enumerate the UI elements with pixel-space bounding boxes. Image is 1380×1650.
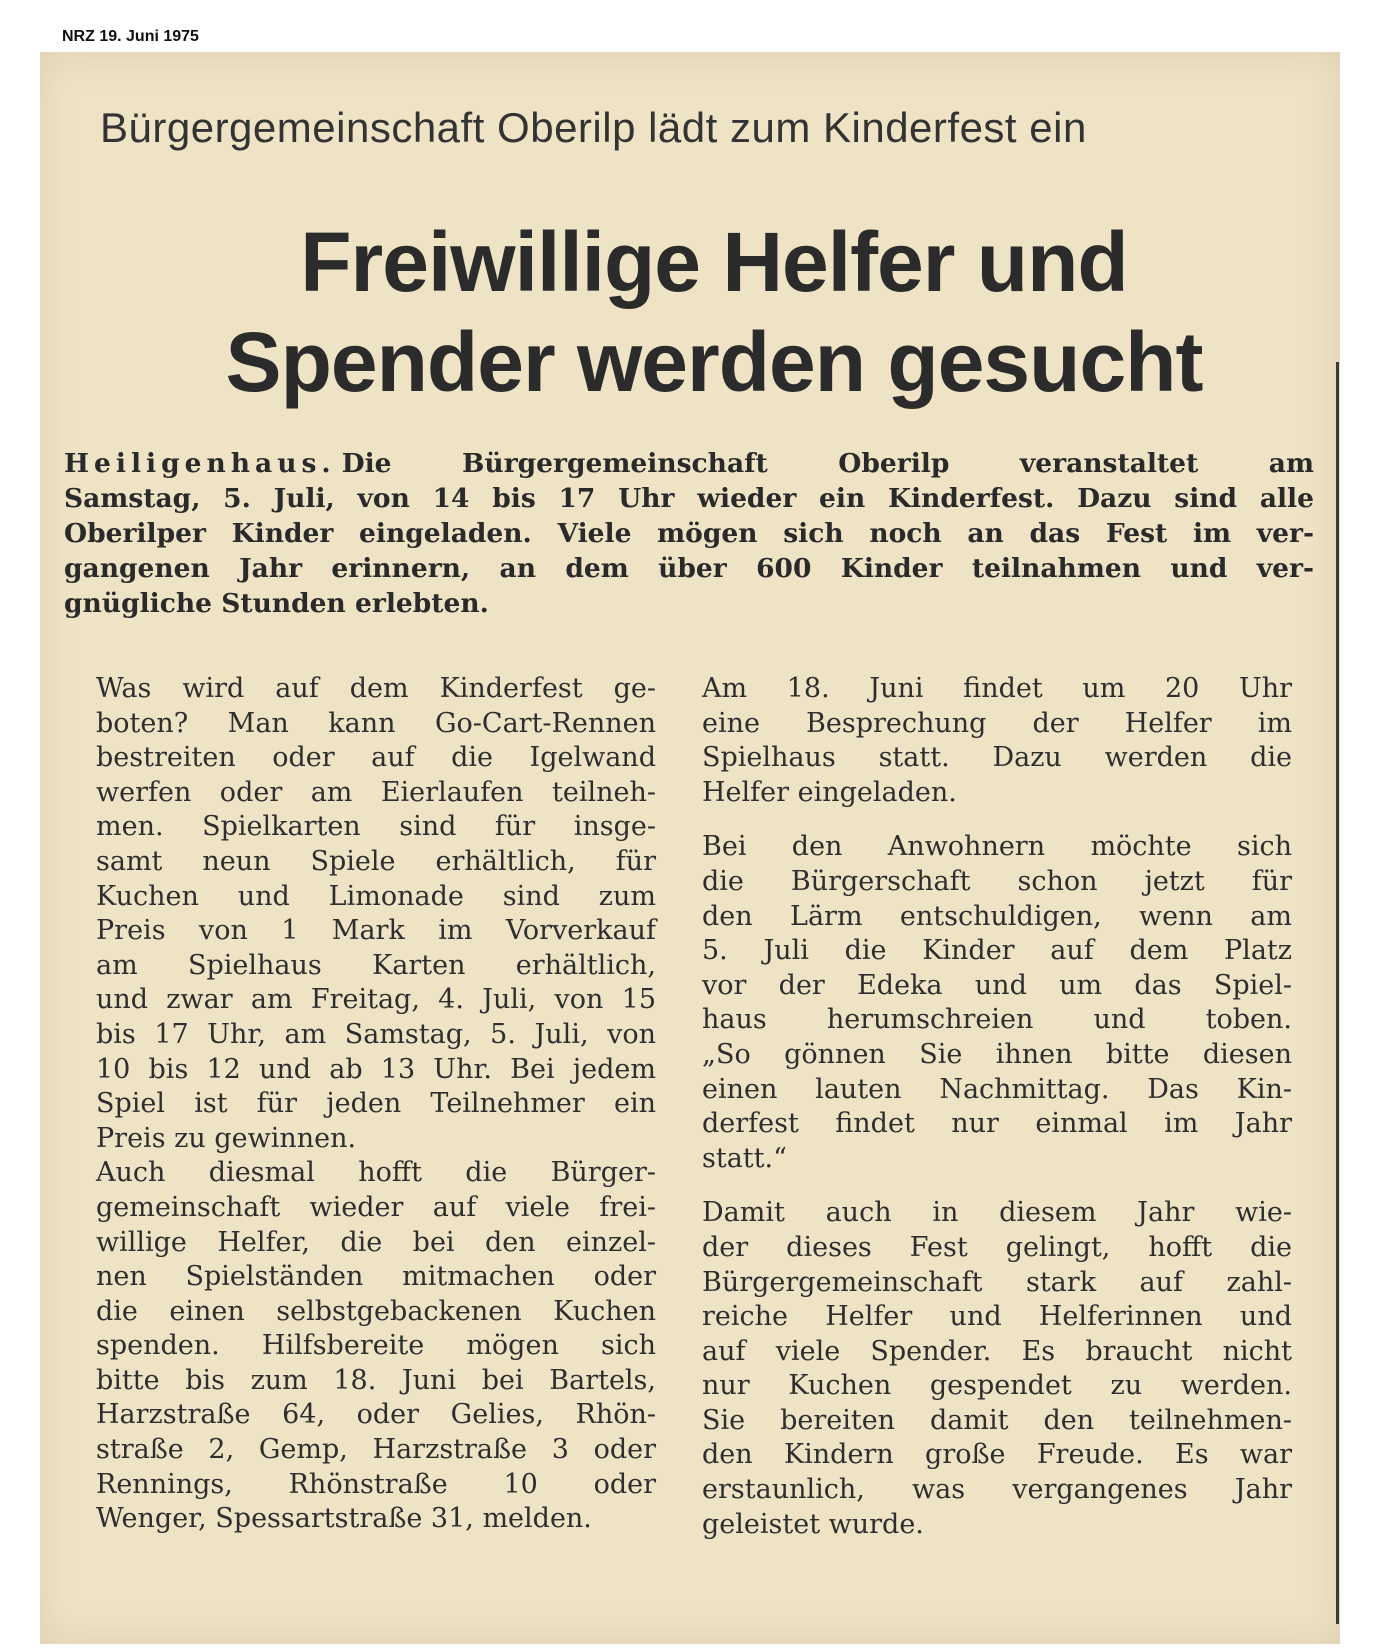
lead-line: Samstag, 5. Juli, von 14 bis 17 Uhr wieder ein Kinderfest. Dazu sind alle <box>64 483 1314 514</box>
body-text-line: Damit auch in diesem Jahr wie- <box>702 1197 1292 1229</box>
paragraph-gap <box>702 1176 1292 1196</box>
body-text-line: bitte bis zum 18. Juni bei Bartels, <box>96 1364 656 1396</box>
body-text-line: der dieses Fest gelingt, hofft die <box>702 1231 1292 1263</box>
body-text-line: spenden. Hilfsbereite mögen sich <box>96 1330 656 1362</box>
lead-line: Oberilper Kinder eingeladen. Viele mögen sich noch an das Fest im ver- <box>64 518 1314 549</box>
headline-line-2: Spender werden gesucht <box>225 315 1203 409</box>
body-text-line: statt.“ <box>702 1142 787 1174</box>
body-text-line: haus herumschreien und toben. <box>702 1004 1292 1036</box>
body-text-line: Auch diesmal hofft die Bürger- <box>96 1157 656 1189</box>
body-text-line: willige Helfer, die bei den einzel- <box>96 1226 656 1258</box>
body-text-line: nur Kuchen gespendet zu werden. <box>702 1370 1292 1402</box>
lead-paragraph <box>64 446 1314 621</box>
body-text-line: boten? Man kann Go-Cart-Rennen <box>96 707 656 739</box>
body-text-line: auf viele Spender. Es braucht nicht <box>702 1335 1292 1367</box>
body-text-line: eine Besprechung der Helfer im <box>702 707 1292 739</box>
source-caption: NRZ 19. Juni 1975 <box>62 28 199 45</box>
body-text-line: am Spielhaus Karten erhältlich, <box>96 949 656 981</box>
headline-line-1: Freiwillige Helfer und <box>300 215 1128 309</box>
body-text-line: Preis von 1 Mark im Vorverkauf <box>96 915 656 947</box>
body-text-line: einen lauten Nachmittag. Das Kin- <box>702 1073 1292 1105</box>
body-text-line: Was wird auf dem Kinderfest ge- <box>96 673 656 704</box>
body-text-line: reiche Helfer und Helferinnen und <box>702 1301 1292 1333</box>
body-text-line: 10 bis 12 und ab 13 Uhr. Bei jedem <box>96 1053 656 1085</box>
body-text-line: nen Spielständen mitmachen oder <box>96 1261 656 1293</box>
body-text-line: die einen selbstgebackenen Kuchen <box>96 1295 656 1327</box>
body-text-line: und zwar am Freitag, 4. Juli, von 15 <box>96 984 656 1016</box>
body-text-line: erstaunlich, was vergangenes Jahr <box>702 1474 1292 1506</box>
column-rule <box>1336 362 1339 1624</box>
body-text-line: samt neun Spiele erhältlich, für <box>96 845 656 877</box>
paragraph-gap <box>702 810 1292 830</box>
body-text-line: Spiel ist für jeden Teilnehmer ein <box>96 1088 656 1120</box>
body-text-line: geleistet wurde. <box>702 1508 924 1540</box>
lead-line: gangenen Jahr erinnern, an dem über 600 Kinder teilnahmen und ver- <box>64 553 1314 584</box>
body-text-line: Bei den Anwohnern möchte sich <box>702 831 1292 863</box>
body-text-line: straße 2, Gemp, Harzstraße 3 oder <box>96 1434 656 1466</box>
body-text-line: Kuchen und Limonade sind zum <box>96 880 656 912</box>
body-text-line: bestreiten oder auf die Igelwand <box>96 742 656 774</box>
body-text-line: derfest findet nur einmal im Jahr <box>702 1108 1292 1140</box>
body-text-line: den Kindern große Freude. Es war <box>702 1439 1292 1471</box>
body-text-line: men. Spielkarten sind für insge- <box>96 811 656 843</box>
body-text-line: Bürgergemeinschaft stark auf zahl- <box>702 1266 1292 1298</box>
body-text-line: die Bürgerschaft schon jetzt für <box>702 865 1292 897</box>
body-text-line: Wenger, Spessartstraße 31, melden. <box>96 1503 592 1535</box>
body-text-line: bis 17 Uhr, am Samstag, 5. Juli, von <box>96 1018 656 1050</box>
lead-line: Heiligenhaus. Die Bürgergemeinschaft Oberilp veranstaltet am <box>64 448 1314 479</box>
dateline: Heiligenhaus. <box>64 448 336 479</box>
body-text-line: gemeinschaft wieder auf viele frei- <box>96 1191 656 1223</box>
main-headline <box>94 212 1334 412</box>
article-column-right <box>702 672 1292 1542</box>
body-text-line: Spielhaus statt. Dazu werden die <box>702 742 1292 774</box>
lead-line: gnügliche Stunden erlebten. <box>64 588 489 619</box>
body-text-line: Rennings, Rhönstraße 10 oder <box>96 1468 656 1500</box>
body-text-line: Preis zu gewinnen. <box>96 1122 357 1154</box>
article-column-left <box>96 672 656 1537</box>
body-text-line: werfen oder am Eierlaufen teilneh- <box>96 776 656 808</box>
body-text-line: 5. Juli die Kinder auf dem Platz <box>702 935 1292 967</box>
body-text-line: „So gönnen Sie ihnen bitte diesen <box>702 1038 1292 1070</box>
body-text-line: Sie bereiten damit den teilnehmen- <box>702 1404 1292 1436</box>
body-text-line: vor der Edeka und um das Spiel- <box>702 969 1292 1001</box>
body-text-line: Harzstraße 64, oder Gelies, Rhön- <box>96 1399 656 1431</box>
body-text-line: den Lärm entschuldigen, wenn am <box>702 900 1292 932</box>
kicker-headline: Bürgergemeinschaft Oberilp lädt zum Kinderfest ein <box>100 104 1087 151</box>
body-text-line: Am 18. Juni findet um 20 Uhr <box>702 673 1292 704</box>
body-text-line: Helfer eingeladen. <box>702 776 957 808</box>
